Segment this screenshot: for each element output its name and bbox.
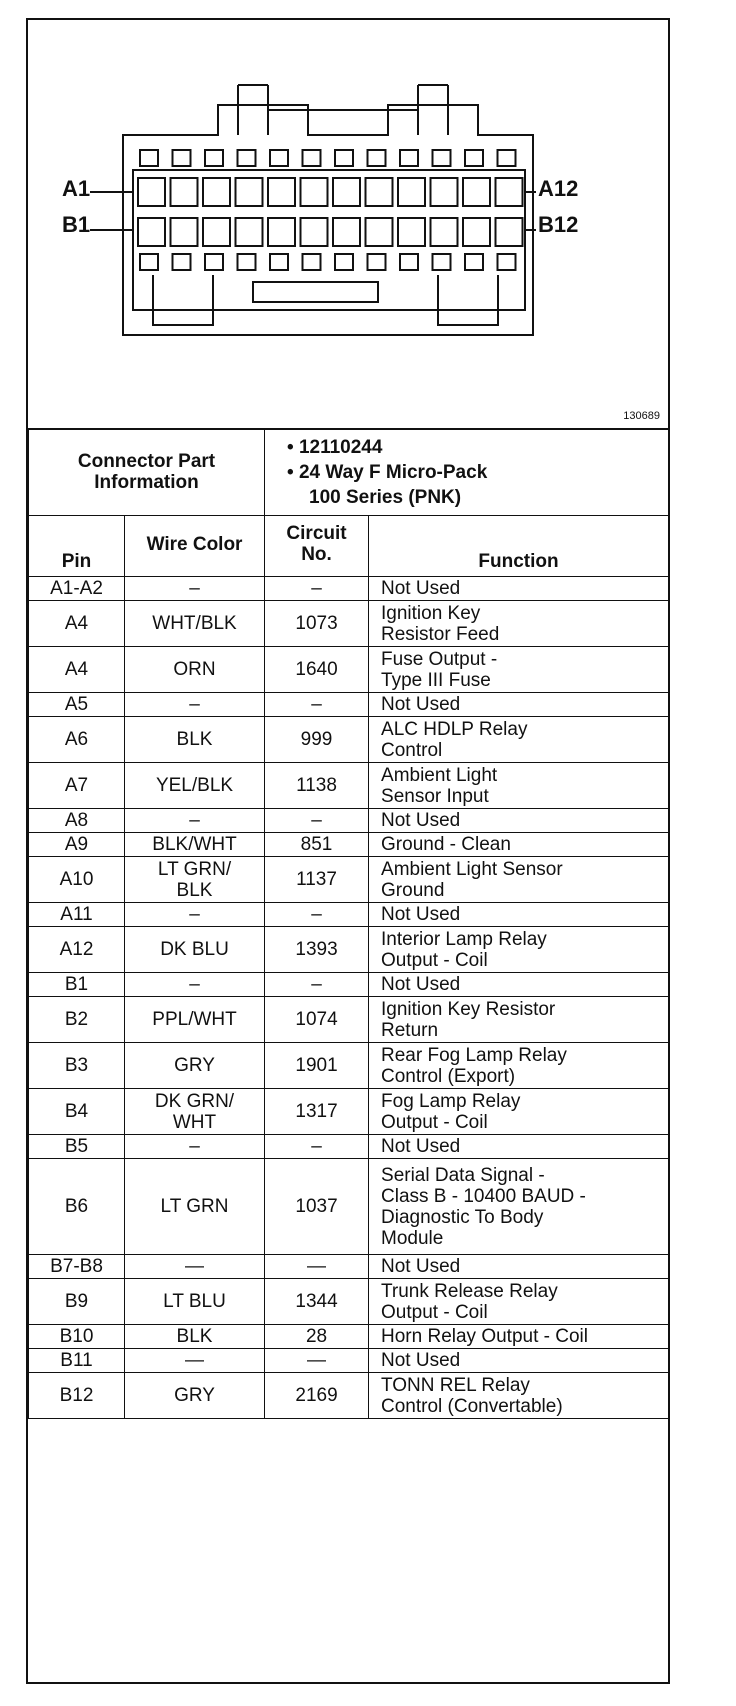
cavity-b (138, 218, 165, 246)
function-cell-line: Trunk Release Relay (381, 1280, 558, 1302)
function-cell-line: Not Used (381, 810, 461, 831)
wire-color-cell: WHT/BLK (125, 601, 265, 647)
part-number: • 12110244 (287, 436, 383, 458)
function-cell (369, 809, 669, 833)
function-cell-line: Class B - 10400 BAUD - (381, 1185, 586, 1207)
cavity-a (366, 178, 393, 206)
label-a12: A12 (538, 176, 579, 201)
cavity-b (301, 218, 328, 246)
function-cell-line: Diagnostic To Body (381, 1206, 544, 1228)
pin-cell: A4 (29, 647, 125, 693)
cavity-b (431, 218, 458, 246)
connector-info-label: Connector Part Information (29, 429, 265, 516)
header-function: Function (369, 516, 669, 577)
pin-cell: A8 (29, 809, 125, 833)
function-cell-line: Ground - Clean (381, 834, 511, 855)
function-cell (369, 997, 669, 1043)
terminal-clip-a (433, 150, 451, 166)
wire-color-cell: – (125, 577, 265, 601)
terminal-clip-b (465, 254, 483, 270)
circuit-cell: 1640 (265, 647, 369, 693)
function-cell (369, 601, 669, 647)
pin-cell: B9 (29, 1279, 125, 1325)
circuit-cell: – (265, 577, 369, 601)
circuit-cell: — (265, 1255, 369, 1279)
connector-description-1: • 24 Way F Micro-Pack (287, 461, 488, 483)
wire-color-cell (125, 857, 265, 903)
cavity-a (398, 178, 425, 206)
terminal-clip-b (173, 254, 191, 270)
cavity-a (496, 178, 523, 206)
function-cell-line: Fog Lamp Relay (381, 1090, 521, 1112)
terminal-clip-a (400, 150, 418, 166)
function-cell-line: Resistor Feed (381, 623, 500, 645)
header-circuit-line2: No. (301, 544, 332, 565)
label-a1: A1 (62, 176, 91, 201)
wire-color-cell: DK BLU (125, 927, 265, 973)
header-circuit-line1: Circuit (286, 523, 347, 544)
cavity-a (203, 178, 230, 206)
function-cell-line: Fuse Output - (381, 648, 498, 670)
function-cell (369, 1279, 669, 1325)
function-cell-line: TONN REL Relay (381, 1374, 530, 1396)
wire-color-cell: – (125, 903, 265, 927)
cavity-b (268, 218, 295, 246)
function-cell-line: Type III Fuse (381, 669, 491, 691)
pin-cell: A10 (29, 857, 125, 903)
header-circuit (265, 516, 369, 577)
terminal-clip-b (205, 254, 223, 270)
table-row (29, 647, 669, 693)
cavity-b (496, 218, 523, 246)
terminal-clip-a (335, 150, 353, 166)
pin-cell: B2 (29, 997, 125, 1043)
function-cell-line: Not Used (381, 1350, 461, 1371)
circuit-cell: 1073 (265, 601, 369, 647)
wire-color-cell-line: DK GRN/ (154, 1090, 235, 1112)
terminal-clip-a (205, 150, 223, 166)
function-cell-line: Ambient Light Sensor (381, 858, 563, 880)
terminal-clip-a (303, 150, 321, 166)
function-cell-line: Ignition Key Resistor (381, 998, 556, 1020)
function-cell-line: Ground (381, 879, 445, 901)
table-row (29, 997, 669, 1043)
pin-cell: B10 (29, 1325, 125, 1349)
connector-face (133, 170, 525, 310)
table-row (29, 577, 669, 601)
table-row (29, 809, 669, 833)
circuit-cell: – (265, 973, 369, 997)
cavity-a (431, 178, 458, 206)
pin-table (28, 428, 669, 1419)
cavity-a (333, 178, 360, 206)
function-cell-line: Horn Relay Output - Coil (381, 1326, 588, 1347)
function-cell (369, 1255, 669, 1279)
wire-color-cell-line: LT GRN/ (157, 858, 232, 880)
terminal-clip-a (465, 150, 483, 166)
connector-sheet (26, 18, 670, 1684)
function-cell-line: Ignition Key (381, 602, 481, 624)
pin-cell: A4 (29, 601, 125, 647)
circuit-cell: 28 (265, 1325, 369, 1349)
table-row (29, 973, 669, 997)
pin-cell: A12 (29, 927, 125, 973)
cavity-b (366, 218, 393, 246)
cavity-b (398, 218, 425, 246)
terminal-clip-b (498, 254, 516, 270)
terminal-clip-b (140, 254, 158, 270)
table-row (29, 903, 669, 927)
connector-info-row (29, 429, 669, 516)
wire-color-cell: BLK (125, 717, 265, 763)
function-cell-line: Output - Coil (381, 949, 488, 971)
figure-number: 130689 (623, 410, 660, 422)
circuit-cell: 1393 (265, 927, 369, 973)
circuit-cell: — (265, 1349, 369, 1373)
table-row (29, 693, 669, 717)
pin-cell: B12 (29, 1373, 125, 1419)
function-cell (369, 1325, 669, 1349)
table-row (29, 1349, 669, 1373)
pin-cell: B3 (29, 1043, 125, 1089)
circuit-cell: 2169 (265, 1373, 369, 1419)
pin-cell: A6 (29, 717, 125, 763)
terminal-clip-a (270, 150, 288, 166)
cavity-b (236, 218, 263, 246)
function-cell-line: Control (Export) (381, 1065, 516, 1087)
cavity-b (463, 218, 490, 246)
function-cell (369, 903, 669, 927)
label-b12: B12 (538, 212, 579, 237)
function-cell-line: Module (381, 1227, 444, 1249)
function-cell-line: Control (381, 739, 443, 761)
function-cell-line: Control (Convertable) (381, 1395, 563, 1417)
cavity-b (203, 218, 230, 246)
terminal-clip-a (498, 150, 516, 166)
terminal-clip-a (140, 150, 158, 166)
pin-cell: A11 (29, 903, 125, 927)
function-cell (369, 1159, 669, 1255)
wire-color-cell: BLK/WHT (125, 833, 265, 857)
table-row (29, 1159, 669, 1255)
header-wire-color: Wire Color (125, 516, 265, 577)
cavity-a (236, 178, 263, 206)
wire-color-cell-line: BLK (176, 879, 213, 901)
wire-color-cell-line: WHT (172, 1111, 217, 1133)
function-cell (369, 647, 669, 693)
function-cell-line: Return (381, 1019, 439, 1041)
function-cell-line: Not Used (381, 974, 461, 995)
table-row (29, 1255, 669, 1279)
terminal-clip-b (270, 254, 288, 270)
table-row (29, 1043, 669, 1089)
cavity-a (301, 178, 328, 206)
function-cell (369, 763, 669, 809)
function-cell (369, 717, 669, 763)
wire-color-cell: – (125, 973, 265, 997)
pin-cell: A9 (29, 833, 125, 857)
table-row (29, 1373, 669, 1419)
function-cell-line: Not Used (381, 694, 461, 715)
function-cell-line: Output - Coil (381, 1301, 488, 1323)
pin-cell: B7-B8 (29, 1255, 125, 1279)
table-row (29, 601, 669, 647)
function-cell (369, 1349, 669, 1373)
function-cell (369, 693, 669, 717)
table-row (29, 1089, 669, 1135)
circuit-cell: – (265, 903, 369, 927)
wire-color-cell: YEL/BLK (125, 763, 265, 809)
table-row (29, 927, 669, 973)
wire-color-cell: – (125, 1135, 265, 1159)
terminal-clip-b (303, 254, 321, 270)
circuit-cell: 1037 (265, 1159, 369, 1255)
terminal-clip-b (238, 254, 256, 270)
terminal-clip-b (368, 254, 386, 270)
pin-cell: A5 (29, 693, 125, 717)
circuit-cell: 1317 (265, 1089, 369, 1135)
wire-color-cell: BLK (125, 1325, 265, 1349)
function-cell-line: Sensor Input (381, 785, 489, 807)
function-cell (369, 1135, 669, 1159)
wire-color-cell (125, 1089, 265, 1135)
connector-info-values (265, 429, 669, 516)
connector-diagram (28, 20, 668, 430)
function-cell-line: Not Used (381, 1256, 461, 1277)
pin-cell: B6 (29, 1159, 125, 1255)
circuit-cell: 1344 (265, 1279, 369, 1325)
pin-cell: B4 (29, 1089, 125, 1135)
terminal-clip-b (433, 254, 451, 270)
terminal-clip-a (173, 150, 191, 166)
pin-cell: A1-A2 (29, 577, 125, 601)
terminal-clip-a (238, 150, 256, 166)
function-cell-line: Output - Coil (381, 1111, 488, 1133)
table-row (29, 1325, 669, 1349)
cavity-a (463, 178, 490, 206)
function-cell-line: Interior Lamp Relay (381, 928, 547, 950)
function-cell-line: Ambient Light (381, 764, 498, 786)
function-cell (369, 1089, 669, 1135)
terminal-clip-a (368, 150, 386, 166)
header-pin: Pin (29, 516, 125, 577)
circuit-cell: 1074 (265, 997, 369, 1043)
bottom-slot (253, 282, 378, 302)
header-row (29, 516, 669, 577)
cavity-b (333, 218, 360, 246)
circuit-cell: 1138 (265, 763, 369, 809)
function-cell-line: ALC HDLP Relay (381, 718, 528, 740)
wire-color-cell: PPL/WHT (125, 997, 265, 1043)
circuit-cell: 851 (265, 833, 369, 857)
terminal-clip-b (400, 254, 418, 270)
function-cell-line: Serial Data Signal - (381, 1164, 545, 1186)
function-cell (369, 577, 669, 601)
pin-cell: B5 (29, 1135, 125, 1159)
cavity-a (268, 178, 295, 206)
wire-color-cell: – (125, 809, 265, 833)
wire-color-cell: LT BLU (125, 1279, 265, 1325)
function-cell-line: Rear Fog Lamp Relay (381, 1044, 567, 1066)
wire-color-cell: GRY (125, 1373, 265, 1419)
circuit-cell: 999 (265, 717, 369, 763)
pin-cell: A7 (29, 763, 125, 809)
connector-description-2: 100 Series (PNK) (309, 486, 462, 508)
circuit-cell: – (265, 693, 369, 717)
cavity-a (138, 178, 165, 206)
circuit-cell: – (265, 1135, 369, 1159)
cavity-a (171, 178, 198, 206)
cavity-b (171, 218, 198, 246)
wire-color-cell: GRY (125, 1043, 265, 1089)
function-cell (369, 1043, 669, 1089)
function-cell-line: Not Used (381, 904, 461, 925)
terminal-clip-b (335, 254, 353, 270)
function-cell (369, 973, 669, 997)
table-row (29, 857, 669, 903)
circuit-cell: – (265, 809, 369, 833)
wire-color-cell: – (125, 693, 265, 717)
circuit-cell: 1901 (265, 1043, 369, 1089)
pin-cell: B1 (29, 973, 125, 997)
circuit-cell: 1137 (265, 857, 369, 903)
function-cell (369, 927, 669, 973)
function-cell (369, 1373, 669, 1419)
wire-color-cell: ORN (125, 647, 265, 693)
wire-color-cell: — (125, 1255, 265, 1279)
pin-cell: B11 (29, 1349, 125, 1373)
locking-tab (238, 85, 448, 135)
table-row (29, 1279, 669, 1325)
table-row (29, 833, 669, 857)
table-row (29, 717, 669, 763)
function-cell-line: Not Used (381, 1136, 461, 1157)
function-cell (369, 833, 669, 857)
function-cell-line: Not Used (381, 578, 461, 599)
function-cell (369, 857, 669, 903)
table-row (29, 1135, 669, 1159)
table-row (29, 763, 669, 809)
wire-color-cell: — (125, 1349, 265, 1373)
label-b1: B1 (62, 212, 91, 237)
wire-color-cell: LT GRN (125, 1159, 265, 1255)
